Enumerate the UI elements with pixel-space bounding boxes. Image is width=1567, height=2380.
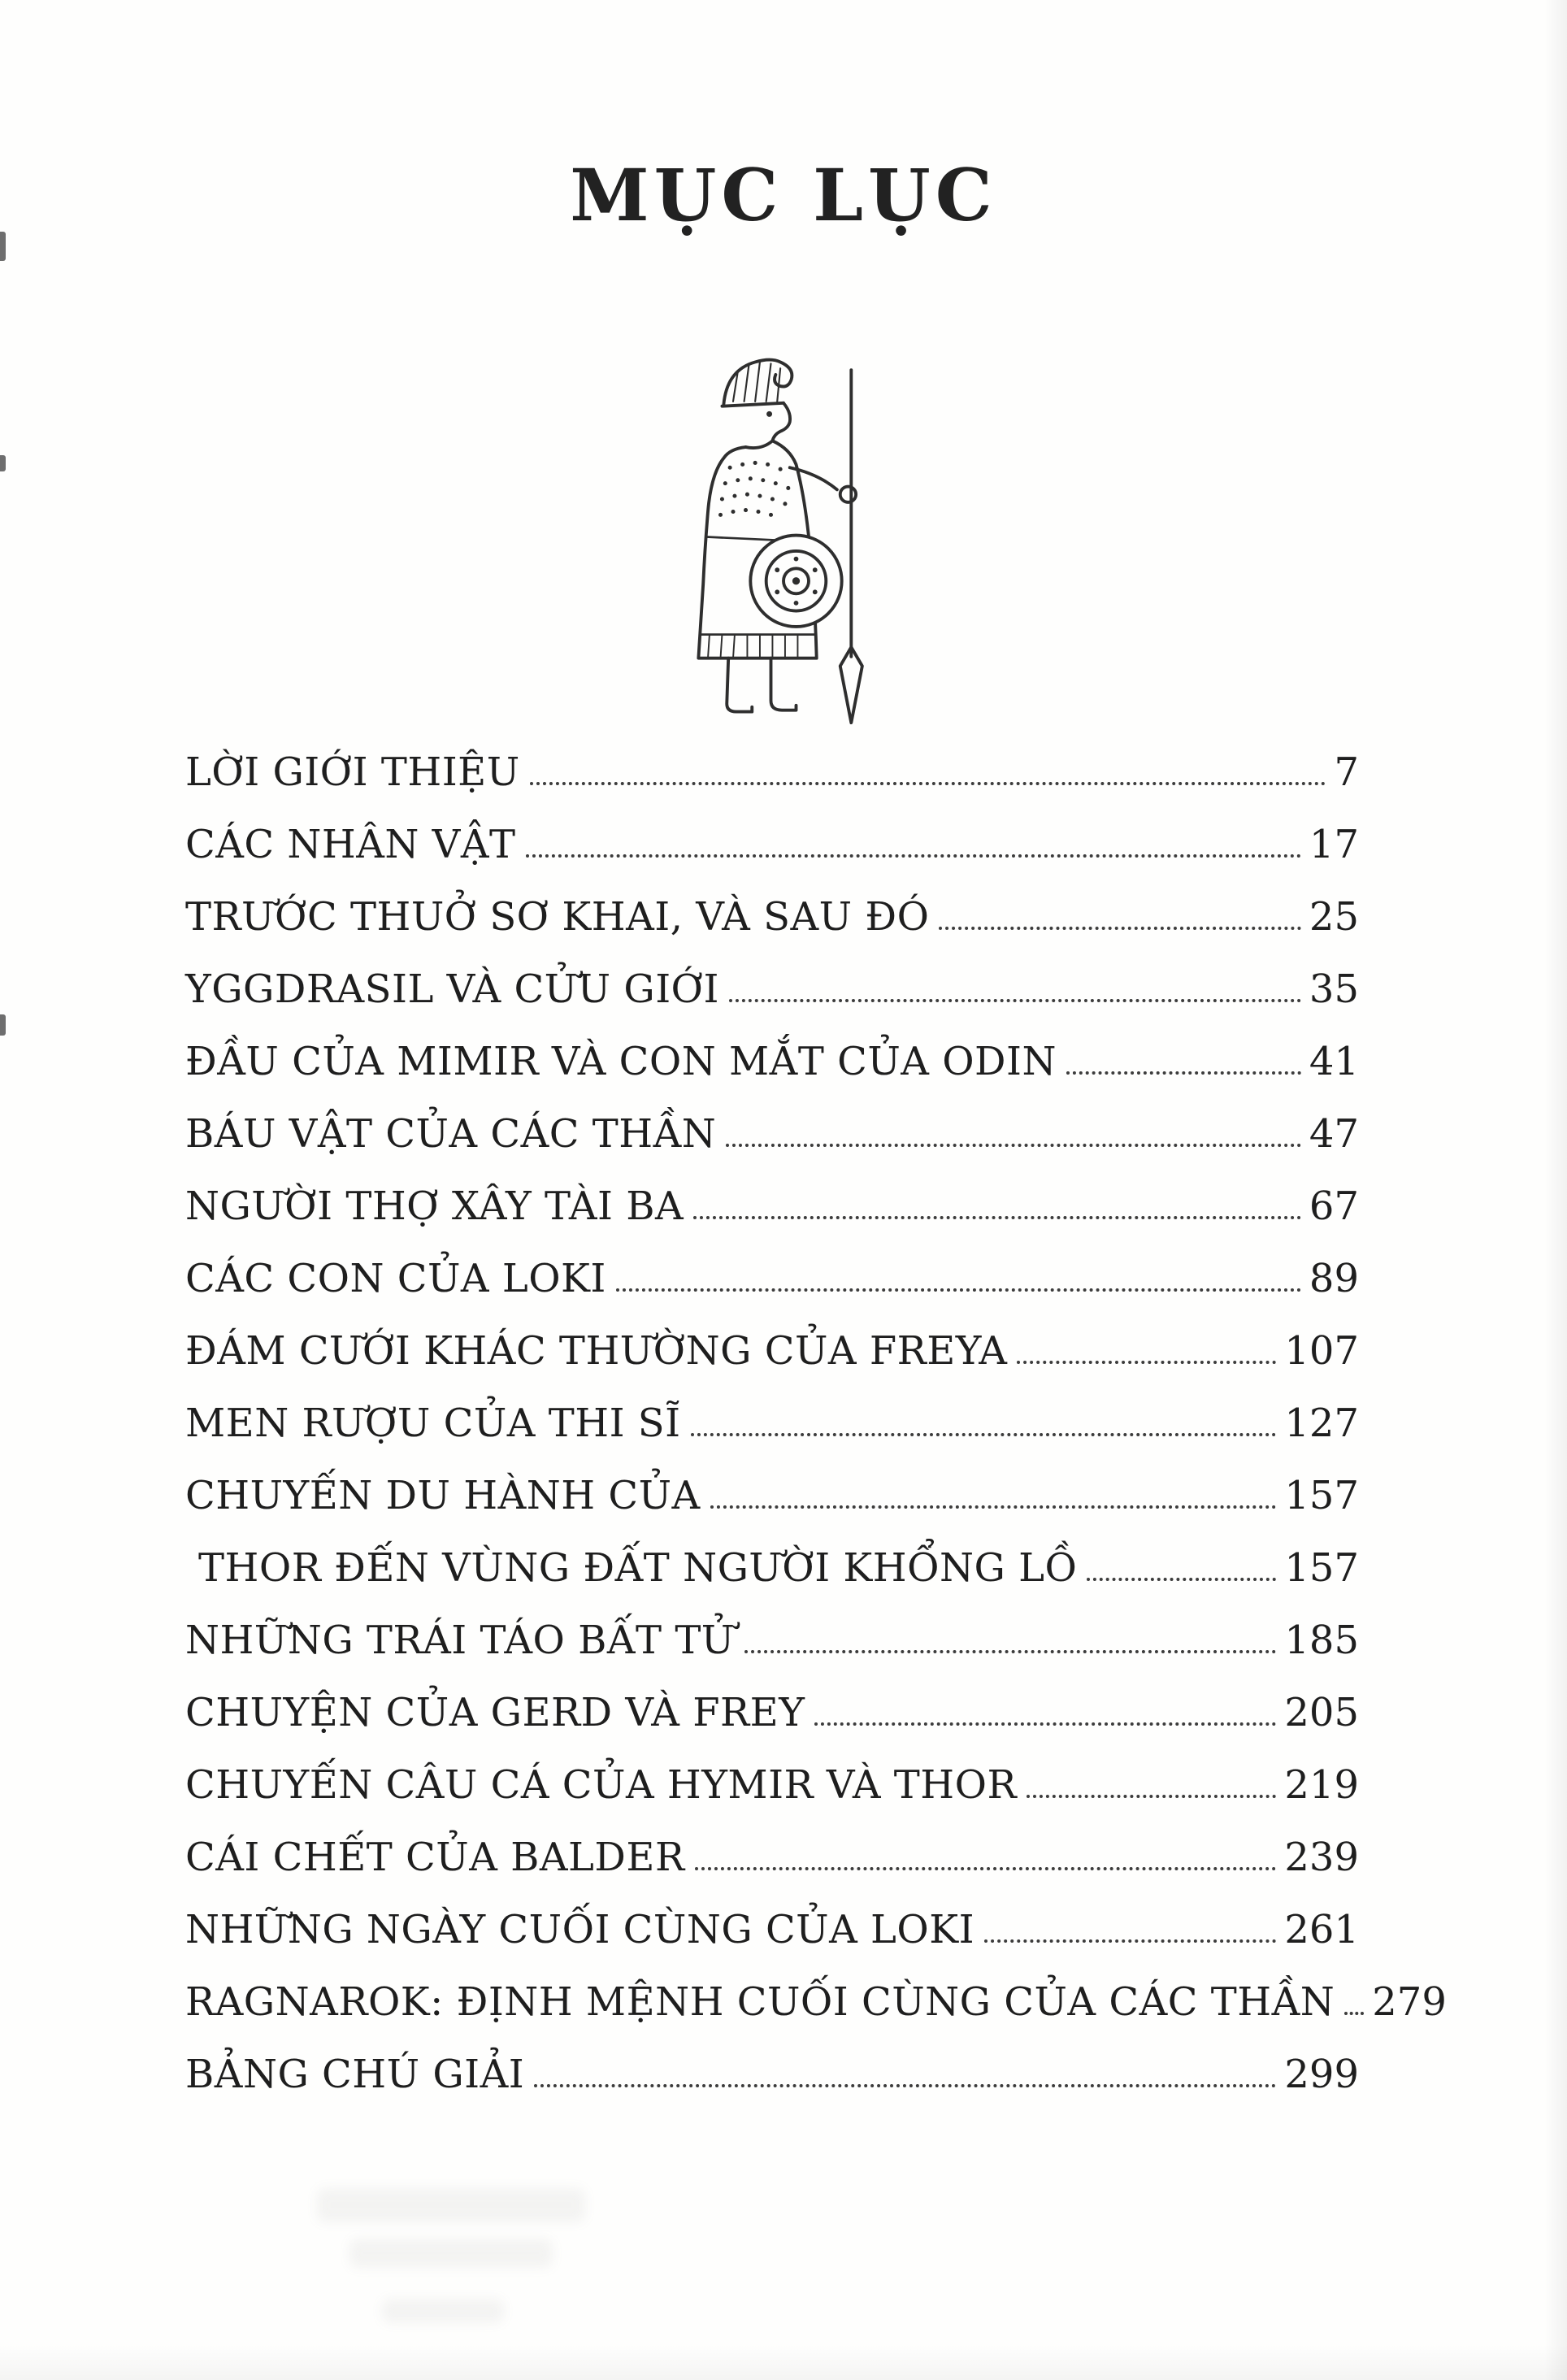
toc-entry	[185, 1154, 1359, 1227]
toc-dot-leader	[695, 1867, 1277, 1870]
toc-entry	[185, 865, 1359, 940]
scan-artifact	[0, 2344, 1567, 2380]
scan-artifact	[0, 1014, 6, 1036]
toc-dot-leader	[814, 1722, 1276, 1726]
toc-entry	[185, 1371, 1359, 1444]
toc-dot-leader	[744, 1650, 1277, 1653]
toc-entry-title: MEN RƯỢU CỦA THI SĨ	[185, 1400, 681, 1446]
toc-dot-leader	[939, 927, 1301, 930]
toc-dot-leader	[710, 1505, 1277, 1509]
toc-dot-leader	[1017, 1361, 1276, 1364]
toc-dot-leader	[984, 1939, 1276, 1943]
toc-dot-leader	[530, 782, 1326, 785]
toc-dot-leader	[691, 1433, 1277, 1436]
toc-dot-leader	[1027, 1795, 1276, 1798]
toc-dot-leader	[534, 2084, 1276, 2087]
toc-entry-title: RAGNAROK: ĐỊNH MỆNH CUỐI CÙNG CỦA CÁC THẦN	[185, 1978, 1335, 2025]
scan-artifact	[1544, 0, 1567, 2380]
toc-entry	[185, 1950, 1447, 2025]
toc-entry-title: TRƯỚC THUỞ SƠ KHAI, VÀ SAU ĐÓ	[185, 893, 930, 940]
scan-artifact	[382, 2299, 504, 2323]
toc-entry-title: NGƯỜI THỢ XÂY TÀI BA	[185, 1183, 684, 1229]
toc-entry-page: 239	[1284, 1834, 1359, 1880]
toc-entry-title: YGGDRASIL VÀ CỬU GIỚI	[185, 966, 719, 1012]
toc-entry-page: 157	[1284, 1544, 1359, 1591]
toc-entry-title: LỜI GIỚI THIỆU	[185, 749, 520, 795]
scan-artifact	[0, 455, 6, 471]
toc-entry-page: 205	[1284, 1689, 1359, 1735]
scan-artifact	[0, 232, 6, 261]
toc-entry-page: 157	[1284, 1472, 1359, 1518]
toc-entry-page: 67	[1309, 1183, 1359, 1229]
scan-artifact	[349, 2239, 553, 2268]
toc-entry	[185, 937, 1359, 1010]
toc-entry	[185, 1733, 1359, 1808]
toc-entry-title: BÁU VẬT CỦA CÁC THẦN	[185, 1110, 717, 1157]
toc-entry-page: 47	[1309, 1110, 1359, 1157]
toc-dot-leader	[1344, 2012, 1364, 2015]
viking-warrior-illustration	[658, 348, 909, 726]
scan-artifact	[317, 2188, 585, 2222]
toc-entry-title: ĐÁM CƯỚI KHÁC THƯỜNG CỦA FREYA	[185, 1327, 1008, 1374]
toc-dot-leader	[726, 1144, 1301, 1147]
toc-entry	[185, 1588, 1359, 1661]
toc-entry-page: 7	[1334, 749, 1359, 795]
toc-entry-page: 219	[1284, 1761, 1359, 1808]
toc-entry-page: 261	[1284, 1906, 1359, 1952]
toc-entry-title: CÁI CHẾT CỦA BALDER	[185, 1834, 685, 1880]
toc-entry-title: BẢNG CHÚ GIẢI	[185, 2051, 525, 2097]
toc-entry-page: 89	[1309, 1255, 1359, 1301]
toc-entry-page: 107	[1284, 1327, 1359, 1374]
viking-warrior-drawing	[658, 348, 909, 726]
toc-entry-page: 41	[1309, 1038, 1359, 1084]
toc-dot-leader	[1087, 1578, 1276, 1581]
toc-dot-leader	[693, 1216, 1301, 1219]
page-title: MỤC LỤC	[570, 153, 997, 237]
toc-entry	[185, 1805, 1359, 1878]
toc-entry-page: 279	[1372, 1978, 1447, 2025]
toc-entry	[185, 1299, 1359, 1374]
toc-entry-title: CÁC CON CỦA LOKI	[185, 1255, 606, 1301]
toc-entry-page: 35	[1309, 966, 1359, 1012]
toc-entry-title: CÁC NHÂN VẬT	[185, 821, 516, 867]
toc-entry-title: CHUYẾN CÂU CÁ CỦA HYMIR VÀ THOR	[185, 1761, 1018, 1808]
toc-entry-title: CHUYỆN CỦA GERD VÀ FREY	[185, 1689, 805, 1735]
toc-entry	[185, 1444, 1359, 1516]
toc-entry	[185, 2022, 1359, 2095]
toc-entry-title: NHỮNG TRÁI TÁO BẤT TỬ	[185, 1617, 735, 1663]
toc-entry	[185, 720, 1359, 793]
toc-entry	[185, 1878, 1359, 1950]
toc-entry	[185, 1661, 1359, 1733]
toc-entry	[185, 1010, 1359, 1082]
toc-entry-title: CHUYẾN DU HÀNH CỦA	[185, 1472, 701, 1518]
toc-entry-title: ĐẦU CỦA MIMIR VÀ CON MẮT CỦA ODIN	[185, 1038, 1057, 1084]
toc-entry	[185, 1082, 1359, 1157]
toc-entry	[185, 1516, 1359, 1591]
table-of-contents	[185, 720, 1447, 2097]
toc-entry-page: 185	[1284, 1617, 1359, 1663]
toc-dot-leader	[729, 999, 1301, 1002]
toc-entry-page: 299	[1284, 2051, 1359, 2097]
toc-entry-page: 17	[1309, 821, 1359, 867]
toc-entry-page: 25	[1309, 893, 1359, 940]
toc-entry-page: 127	[1284, 1400, 1359, 1446]
toc-entry	[185, 1227, 1359, 1299]
toc-dot-leader	[1066, 1071, 1301, 1075]
toc-entry	[185, 793, 1359, 865]
toc-entry-title: THOR ĐẾN VÙNG ĐẤT NGƯỜI KHỔNG LỒ	[198, 1544, 1078, 1591]
toc-entry-title: NHỮNG NGÀY CUỐI CÙNG CỦA LOKI	[185, 1906, 975, 1952]
toc-dot-leader	[526, 854, 1301, 858]
toc-dot-leader	[616, 1288, 1301, 1292]
